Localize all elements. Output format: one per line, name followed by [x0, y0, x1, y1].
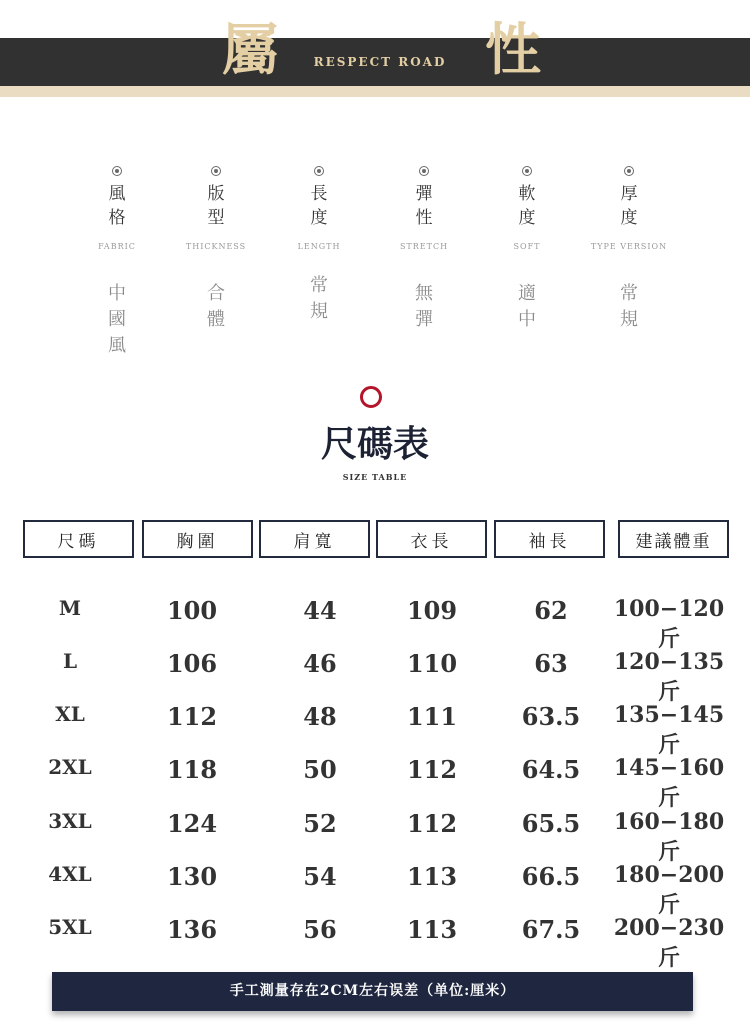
column-header-weight: 建議體重 — [618, 520, 729, 558]
attribute-value: 常規 — [620, 283, 638, 330]
cell-chest: 124 — [166, 809, 218, 838]
attribute-value: 常規 — [310, 275, 328, 322]
column-header-length: 衣長 — [376, 520, 487, 558]
size-table-subtitle: SIZE TABLE — [342, 472, 408, 482]
cell-length: 113 — [406, 862, 458, 891]
target-dot-icon — [112, 166, 122, 176]
cell-size: XL — [55, 702, 85, 726]
cell-size: L — [62, 649, 78, 673]
attribute-value: 適中 — [518, 283, 536, 330]
cell-weight: 120−135斤 — [613, 649, 725, 705]
cell-sleeve: 62 — [534, 596, 568, 625]
cell-weight: 100−120斤 — [613, 596, 725, 652]
attribute-english: TYPE VERSION — [590, 242, 668, 251]
column-header-size: 尺碼 — [23, 520, 134, 558]
cell-size: M — [58, 596, 82, 620]
footer-note: 手工測量存在2CM左右误差（单位:厘米） — [52, 972, 693, 1011]
cell-shoulder: 50 — [303, 755, 337, 784]
attribute-stretch — [374, 166, 474, 333]
header-char-left: 屬 — [222, 17, 278, 83]
cell-weight: 180−200斤 — [613, 862, 725, 918]
attribute-english: SOFT — [513, 242, 541, 251]
cell-length: 112 — [406, 809, 458, 838]
cell-chest: 130 — [166, 862, 218, 891]
attribute-name: 彈性 — [415, 184, 433, 228]
column-header-chest: 胸圍 — [142, 520, 253, 558]
red-circle-icon — [360, 386, 382, 408]
attribute-english: FABRIC — [98, 242, 136, 251]
cell-length: 112 — [406, 755, 458, 784]
attribute-thickness — [579, 166, 679, 333]
cell-size: 3XL — [48, 809, 92, 833]
cell-sleeve: 65.5 — [521, 809, 581, 838]
target-dot-icon — [522, 166, 532, 176]
cell-shoulder: 56 — [303, 915, 337, 944]
cell-weight: 200−230斤 — [613, 915, 725, 971]
cell-weight: 160−180斤 — [613, 809, 725, 865]
cell-shoulder: 48 — [303, 702, 337, 731]
cell-chest: 112 — [166, 702, 218, 731]
cell-sleeve: 67.5 — [521, 915, 581, 944]
cell-sleeve: 63.5 — [521, 702, 581, 731]
cell-shoulder: 46 — [303, 649, 337, 678]
cell-weight: 135−145斤 — [613, 702, 725, 758]
cell-sleeve: 63 — [534, 649, 568, 678]
attribute-softness — [477, 166, 577, 333]
cell-weight: 145−160斤 — [613, 755, 725, 811]
attribute-name: 長度 — [310, 184, 328, 228]
column-header-sleeve: 袖長 — [494, 520, 605, 558]
attribute-length — [269, 166, 369, 325]
attribute-name: 風格 — [108, 184, 126, 228]
attribute-english: STRETCH — [399, 242, 449, 251]
target-dot-icon — [624, 166, 634, 176]
cell-chest: 100 — [166, 596, 218, 625]
cell-shoulder: 52 — [303, 809, 337, 838]
header-gold-strip — [0, 86, 750, 97]
column-header-shoulder: 肩寬 — [259, 520, 370, 558]
attribute-value: 合體 — [207, 283, 225, 330]
cell-sleeve: 66.5 — [521, 862, 581, 891]
cell-size: 5XL — [48, 915, 92, 939]
cell-size: 2XL — [48, 755, 92, 779]
attribute-english: THICKNESS — [185, 242, 247, 251]
attribute-name: 版型 — [207, 184, 225, 228]
target-dot-icon — [419, 166, 429, 176]
cell-chest: 136 — [166, 915, 218, 944]
cell-length: 113 — [406, 915, 458, 944]
cell-shoulder: 54 — [303, 862, 337, 891]
attribute-fit — [166, 166, 266, 333]
cell-chest: 106 — [166, 649, 218, 678]
attribute-name: 厚度 — [620, 184, 638, 228]
cell-size: 4XL — [48, 862, 92, 886]
cell-length: 110 — [406, 649, 458, 678]
cell-shoulder: 44 — [303, 596, 337, 625]
size-table-title: 尺碼表 — [320, 423, 429, 465]
header-char-right: 性 — [485, 17, 541, 83]
attribute-english: LENGTH — [297, 242, 341, 251]
target-dot-icon — [314, 166, 324, 176]
target-dot-icon — [211, 166, 221, 176]
cell-length: 111 — [406, 702, 458, 731]
attribute-value: 中國風 — [108, 283, 126, 356]
cell-sleeve: 64.5 — [521, 755, 581, 784]
header-subtitle: RESPECT ROAD — [313, 55, 447, 69]
cell-chest: 118 — [166, 755, 218, 784]
attribute-value: 無彈 — [415, 283, 433, 330]
attribute-style — [67, 166, 167, 359]
cell-length: 109 — [406, 596, 458, 625]
attribute-name: 軟度 — [518, 184, 536, 228]
